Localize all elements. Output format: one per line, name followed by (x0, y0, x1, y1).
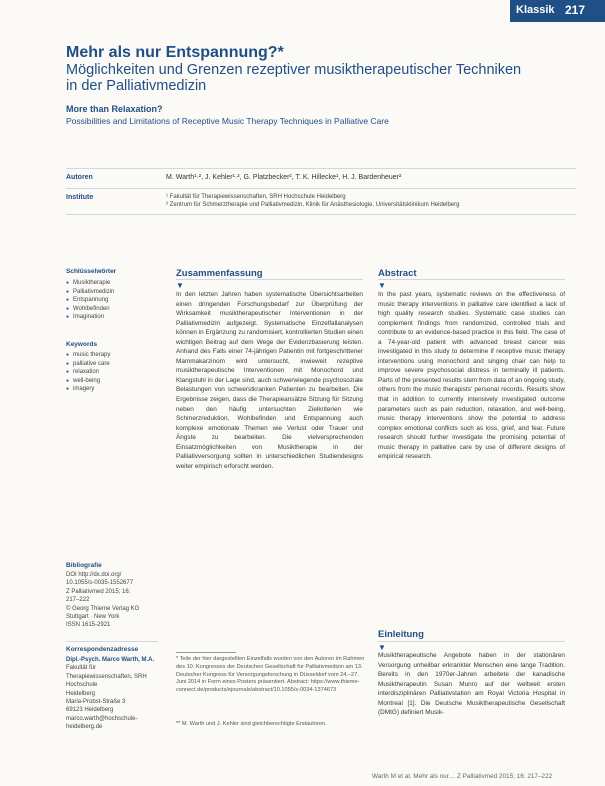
institute-label: Institute (66, 194, 94, 201)
footnote-divider (176, 652, 236, 653)
footnote-2: ** M. Warth und J. Kehler sind gleichberechtigte Erstautoren. (176, 721, 327, 727)
einleitung-heading: Einleitung (378, 629, 424, 640)
abstract-text: In the past years, systematic reviews on the effectiveness of music therapy interventions in palliative care identified a lack of high quality research studies. Systematic case studies can complement findings from randomized, controlled trials and contribute to an evidence-based practice in this field. The case of a 74-year-old patient with advanced breast cancer was investigated in this study to determine if receptive music therapy interventions using monochord and singing chair can help to improve severe psychosocial distress in terminally ill patients. Parts of the presented results stem from data of an ongoing study, others from the music therapists' personal records. Results show that in addition to currently intensively investigated outcome parameters such as pain reduction, relaxation, and well-being, music therapy interventions show the potential to address complex emotional conflicts such as loss, grief, and fear. Future research should further investigate the promising potential of music therapy in palliative care by use of different designs of empirical research. (378, 291, 565, 461)
abstract-heading: Abstract (378, 268, 417, 279)
divider (66, 168, 576, 169)
divider (66, 188, 576, 189)
keyword-en: ● well-being (66, 377, 110, 386)
article-subtitle: Möglichkeiten und Grenzen rezeptiver musiktherapeutischer Techniken in der Palliativmedizin (66, 62, 522, 94)
correspondence-heading: Korrespondenzadresse (66, 646, 139, 653)
author-list: M. Warth¹·², J. Kehler¹·², G. Platzbecker², T. K. Hillecke¹, H. J. Bardenheuer² (166, 174, 402, 181)
keyword-de: ● Imagination (66, 313, 114, 322)
institute-1: ¹ Fakultät für Therapiewissenschaften, SRH Hochschule Heidelberg (166, 194, 346, 200)
bibliography-text: DOI http://dx.doi.org/ 10.1055/s-0035-1552677 Z Palliativmed 2015; 16: 217–222 © Georg Thieme Verlag KG Stuttgart · New York ISSN 1615-2921 (66, 572, 140, 629)
institute-2: ² Zentrum für Schmerztherapie und Palliativmedizin, Klinik für Anästhesiologie, Universitätsklinikum Heidelberg (166, 202, 460, 208)
keywords-de-heading: Schlüsselwörter (66, 268, 117, 275)
correspondence-block (66, 656, 158, 732)
keywords-en-list (66, 351, 110, 394)
zusammenfassung-text: In den letzten Jahren haben systematische Übersichtsarbeiten einen dringenden Forschungsbedarf zur Überprüfung der Wirksamkeit musiktherapeutischer Interventionen in der Palliativmedizin aufgezeigt. Systematische Einzelfallanalysen können in Ergänzung zu randomisiert, kontrollierten Studien einen wichtigen Beitrag auf dem Wege der Evidenzbasierung leisten. Anhand des Falls einer 74-jährigen Patientin mit fortgeschrittener Mammakarzinom wird untersucht, inwieweit rezeptive musiktherapeutische Interventionen mit Monochord und Klangstuhl in der Lage sind, auch schwerwiegende psychosoziale Belastungen von schwerstkranken Patienten zu bearbeiten. Die Ergebnisse zeigen, dass die Therapieansätze Sitzung für Sitzung neben den häufig untersuchten Zielkriterien wie Schmerzreduktion, Wohlbefinden und Entspannung auch komplexe emotionale Themen wie Verlust oder Trauer und Ängste zu bearbeiten. Die vielversprechenden Einsatzmöglichkeiten von Musiktherapie in der Palliativversorgung sollten in unterschiedlichen Studiendesigns weiter empirisch erforscht werden. (176, 291, 363, 470)
keyword-en: ● music therapy (66, 351, 110, 360)
keywords-de-list (66, 279, 114, 322)
divider (378, 279, 565, 280)
keyword-en: ● imagery (66, 385, 110, 394)
keyword-de: ● Musiktherapie (66, 279, 114, 288)
keyword-de: ● Entspannung (66, 296, 114, 305)
divider (66, 641, 158, 642)
arrow-down-icon: ▼ (176, 281, 184, 290)
page-footer: Warth M et al. Mehr als nur… Z Palliativmed 2015; 16: 217–222 (372, 773, 553, 780)
arrow-down-icon: ▼ (378, 281, 386, 290)
einleitung-text: Musiktherapeutische Angebote haben in der stationären Versorgung unheilbar erkrankter Menschen eine lange Tradition. Bereits in den 1970er-Jahren arbeitete der kanadische Musiktherapeutin Susan Munro auf der weltweit ersten interdisziplinären Palliativstation am Royal Victoria Hospital in Montreal [1]. Die Deutsche Musiktherapeutische Gesellschaft (DMtG) definiert Musik- (378, 652, 565, 717)
page-number: 217 (565, 3, 586, 17)
keyword-de: ● Palliativmedizin (66, 288, 114, 297)
footnote-1: * Teile der hier dargestellten Einzelfalls wurden von den Autoren im Rahmen des 10. Kongresses der Deutschen Gesellschaft für Palliativmedizin am 13. Deutscher Kongress für Versorgungsforschung in Düsseldorf vom 24.–27. Juni 2014 in Form eines Posters präsentiert. Abstract: https://www.thieme-connect.de/products/ejournals/abstract/10.1055/s-0034-1374673 (176, 656, 365, 694)
bibliography-heading: Bibliografie (66, 562, 102, 569)
correspondence-address: Fakultät für Therapiewissenschaften, SRH Hochschule Heidelberg Maria-Probst-Straße 3 69123 Heidelberg marco.warth@hochschule- heidelberg.de (66, 665, 147, 731)
article-title: Mehr als nur Entspannung?* (66, 44, 284, 61)
divider (378, 641, 565, 642)
english-subtitle: Possibilities and Limitations of Receptive Music Therapy Techniques in Palliative Care (66, 116, 389, 126)
arrow-down-icon: ▼ (378, 643, 386, 652)
keywords-en-heading: Keywords (66, 341, 98, 348)
zusammenfassung-heading: Zusammenfassung (176, 268, 263, 279)
divider (176, 279, 363, 280)
divider (66, 214, 576, 215)
keyword-en: ● relaxation (66, 368, 110, 377)
keyword-de: ● Wohlbefinden (66, 305, 114, 314)
correspondence-name: Dipl.-Psych. Marco Warth, M.A. (66, 657, 155, 663)
authors-label: Autoren (66, 174, 93, 181)
keyword-en: ● palliative care (66, 360, 110, 369)
english-title: More than Relaxation? (66, 104, 163, 114)
header-section: Klassik (516, 4, 555, 16)
